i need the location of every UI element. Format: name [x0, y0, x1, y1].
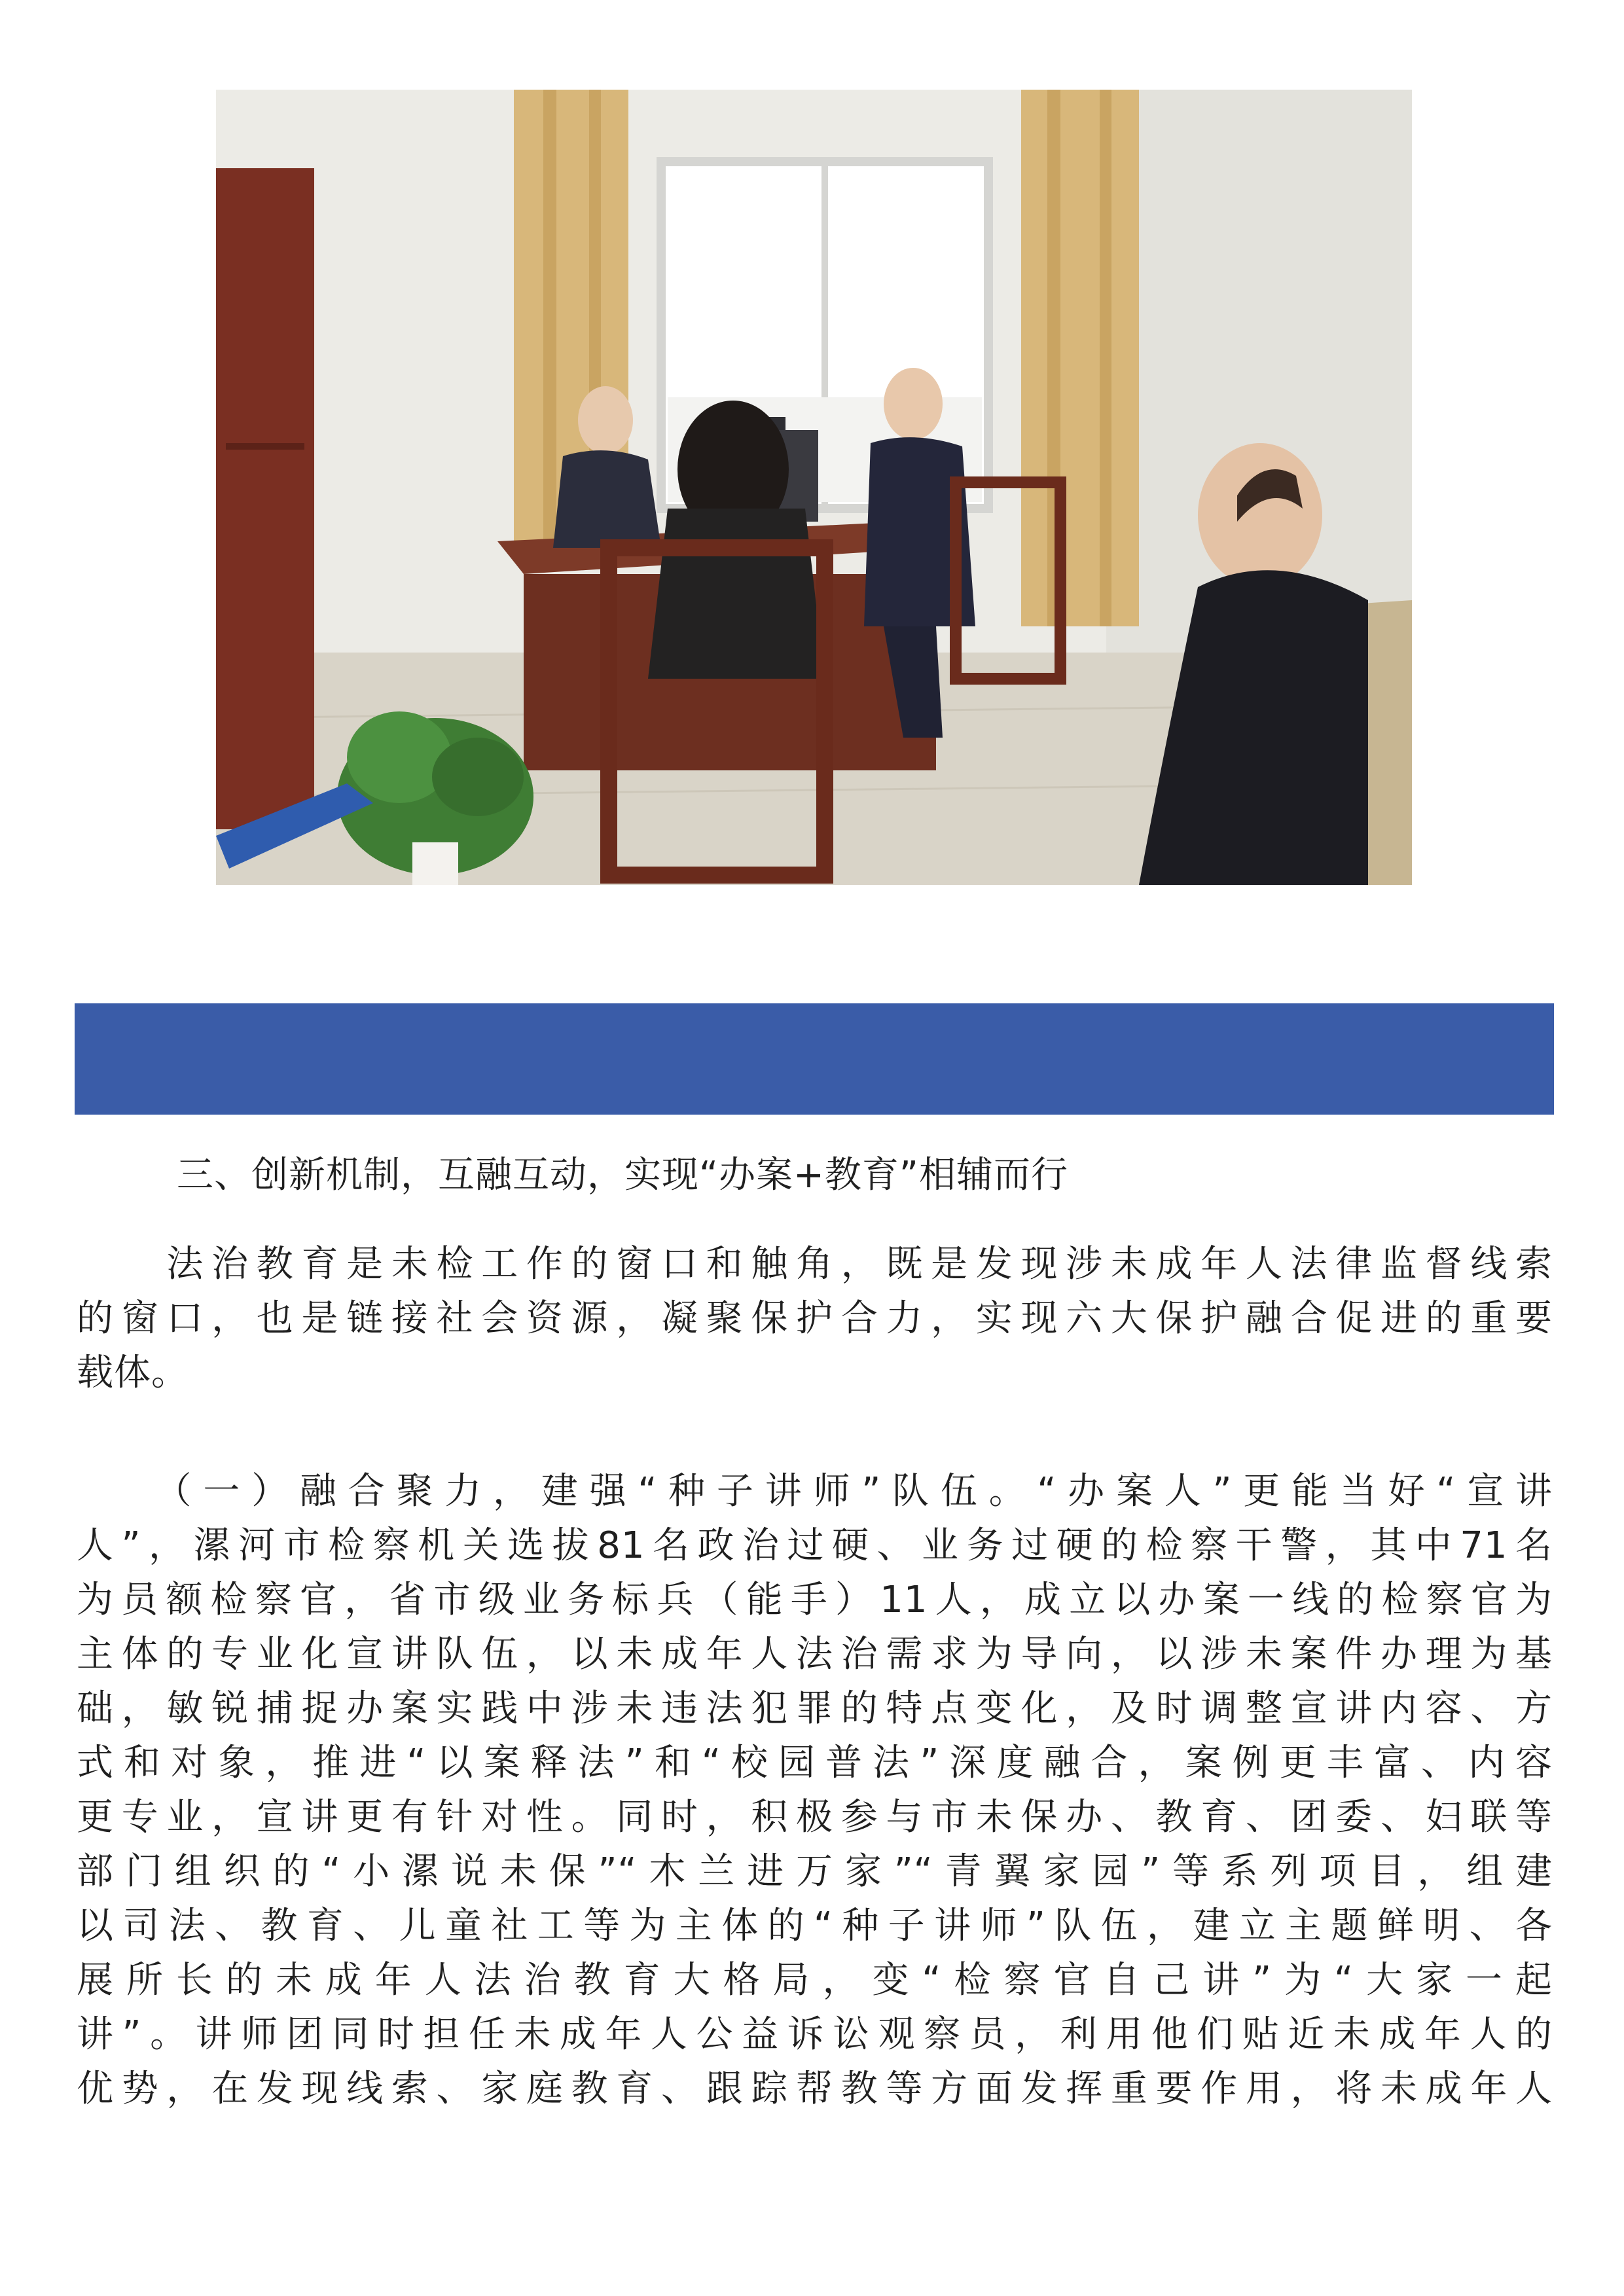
paragraph-line: （一）融合聚力，建强“种子讲师”队伍。“办案人”更能当好“宣讲: [77, 1470, 1553, 1513]
paragraph-line: 法治教育是未检工作的窗口和触角，既是发现涉未成年人法律监督线索: [77, 1243, 1553, 1285]
paragraph-line: 人”，漯河市检察机关选拔81名政治过硬、业务过硬的检察干警，其中71名: [77, 1524, 1553, 1567]
office-scene-illustration: [216, 90, 1412, 885]
section-banner: [75, 1003, 1554, 1115]
paragraph-line: 主体的专业化宣讲队伍，以未成年人法治需求为导向，以涉未案件办理为基: [77, 1633, 1553, 1676]
paragraph-line: 部门组织的“小漯说未保”“木兰进万家”“青翼家园”等系列项目，组建: [77, 1850, 1553, 1893]
paragraph-seed-lecturers: [77, 1469, 1553, 2121]
paragraph-line: 础，敏锐捕捉办案实践中涉未违法犯罪的特点变化，及时调整宣讲内容、方: [77, 1687, 1553, 1730]
paragraph-line: 载体。: [77, 1352, 189, 1394]
paragraph-intro: [77, 1242, 1553, 1405]
paragraph-line: 的窗口，也是链接社会资源，凝聚保护合力，实现六大保护融合促进的重要: [77, 1297, 1553, 1340]
paragraph-line: 更专业，宣讲更有针对性。同时，积极参与市未保办、教育、团委、妇联等: [77, 1796, 1553, 1839]
office-interview-photo: [216, 90, 1412, 885]
paragraph-line: 为员额检察官，省市级业务标兵（能手）11人，成立以办案一线的检察官为: [77, 1579, 1553, 1621]
paragraph-line: 式和对象，推进“以案释法”和“校园普法”深度融合，案例更丰富、内容: [77, 1742, 1553, 1784]
paragraph-line: 展所长的未成年人法治教育大格局，变“检察官自己讲”为“大家一起: [77, 1959, 1553, 2001]
paragraph-line: 以司法、教育、儿童社工等为主体的“种子讲师”队伍，建立主题鲜明、各: [77, 1905, 1553, 1947]
paragraph-line: 讲”。讲师团同时担任未成年人公益诉讼观察员，利用他们贴近未成年人的: [77, 2013, 1553, 2056]
paragraph-line: 优势，在发现线索、家庭教育、跟踪帮教等方面发挥重要作用，将未成年人: [77, 2068, 1553, 2110]
section-heading: 三、创新机制，互融互动，实现“办案+教育”相辅而行: [177, 1154, 1068, 1196]
